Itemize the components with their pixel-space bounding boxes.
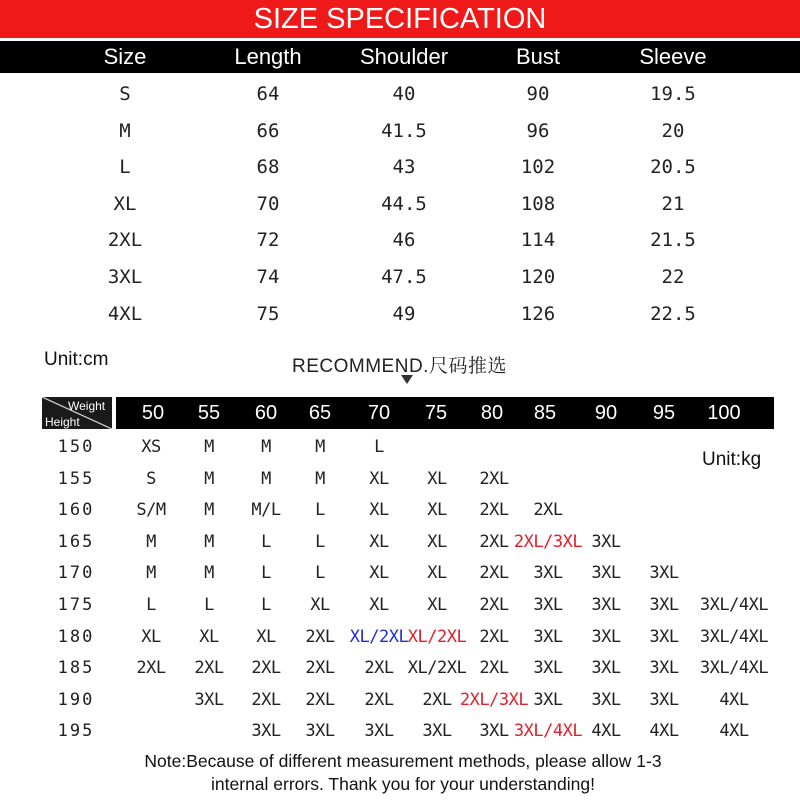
size-cell: S bbox=[119, 83, 131, 105]
size-cell: 44.5 bbox=[381, 192, 427, 215]
size-header-cell: Length bbox=[234, 44, 302, 69]
size-header-cell: Shoulder bbox=[359, 44, 449, 69]
height-cell: 165 bbox=[57, 531, 95, 552]
recommend-cell: L bbox=[261, 595, 271, 615]
recommend-cell: M/L bbox=[251, 500, 281, 521]
recommend-cell: L bbox=[146, 595, 156, 615]
corner-height-label: Height bbox=[45, 415, 80, 429]
recommend-cell: XL bbox=[369, 531, 389, 552]
weight-header-cell: 50 bbox=[141, 402, 165, 424]
recommend-cell: L bbox=[374, 437, 384, 457]
height-cell: 175 bbox=[57, 595, 95, 615]
recommend-cell: 2XL bbox=[364, 658, 394, 679]
height-cell: 180 bbox=[57, 626, 95, 647]
weight-header-cell: 55 bbox=[197, 402, 221, 424]
recommend-cell: 3XL bbox=[422, 721, 452, 742]
recommend-cell: 2XL bbox=[479, 531, 509, 552]
recommend-cell: 2XL bbox=[479, 468, 509, 489]
size-cell: 49 bbox=[392, 302, 416, 325]
recommend-cell: 2XL bbox=[479, 563, 509, 584]
recommend-cell: 3XL bbox=[533, 658, 563, 679]
recommend-cell: L bbox=[261, 563, 271, 584]
height-cell: 160 bbox=[57, 500, 95, 521]
recommend-cell: M bbox=[204, 437, 214, 457]
corner-weight-label: Weight bbox=[68, 399, 106, 413]
recommend-cell: M bbox=[315, 468, 325, 489]
note-line: Note:Because of different measurement methods, please allow 1-3 bbox=[144, 751, 662, 771]
recommend-cell: 2XL bbox=[251, 689, 281, 710]
recommend-cell: 2XL bbox=[251, 658, 281, 679]
recommend-cell: 2XL bbox=[479, 626, 509, 647]
note bbox=[0, 750, 800, 796]
recommend-cell: 2XL bbox=[479, 595, 509, 615]
size-cell: 96 bbox=[526, 119, 550, 142]
size-cell: 4XL bbox=[107, 302, 143, 325]
recommend-cell: XL bbox=[310, 595, 330, 615]
size-cell: 90 bbox=[526, 83, 550, 105]
recommend-label: RECOMMEND.尺码推选 bbox=[292, 356, 507, 377]
recommend-cell: XL bbox=[369, 468, 389, 489]
weight-header-cell: 60 bbox=[254, 402, 278, 424]
size-cell: 70 bbox=[256, 192, 280, 215]
size-cell: 114 bbox=[520, 229, 556, 252]
size-cell: 2XL bbox=[107, 229, 143, 252]
recommend-cell: XL/2XL bbox=[407, 626, 467, 647]
recommend-cell: M bbox=[204, 531, 214, 552]
size-cell: 46 bbox=[392, 229, 416, 252]
recommend-cell: XL bbox=[369, 500, 389, 521]
weight-header-cell: 65 bbox=[308, 402, 332, 424]
recommend-cell: XL bbox=[427, 595, 447, 615]
recommend-cell: 2XL bbox=[305, 626, 335, 647]
recommend-cell: 2XL bbox=[364, 689, 394, 710]
recommend-cell: M bbox=[146, 563, 156, 584]
size-cell: 102 bbox=[520, 156, 556, 179]
recommend-cell: XL bbox=[427, 500, 447, 521]
recommend-cell: XL bbox=[369, 563, 389, 584]
unit-cm-label: Unit:cm bbox=[44, 349, 109, 370]
recommend-cell: L bbox=[315, 531, 325, 552]
size-cell: 74 bbox=[256, 266, 280, 288]
recommend-cell: 3XL bbox=[591, 626, 621, 647]
recommend-cell: 2XL bbox=[479, 500, 509, 521]
recommend-cell: 2XL bbox=[136, 658, 166, 679]
recommend-cell: 3XL/4XL bbox=[699, 658, 769, 679]
recommend-cell: 3XL/4XL bbox=[513, 721, 583, 742]
size-cell: 22 bbox=[661, 266, 685, 288]
recommend-cell: 2XL bbox=[305, 658, 335, 679]
recommend-cell: M bbox=[204, 468, 214, 489]
height-cell: 195 bbox=[57, 721, 95, 742]
recommend-cell: 3XL bbox=[533, 595, 563, 615]
recommend-cell: 3XL bbox=[364, 721, 394, 742]
recommend-cell: XL bbox=[369, 595, 389, 615]
size-cell: 126 bbox=[520, 302, 556, 325]
recommend-cell: XL bbox=[141, 626, 161, 647]
recommend-cell: XS bbox=[141, 437, 161, 457]
weight-header-cell: 70 bbox=[367, 402, 391, 424]
size-header-cell: Bust bbox=[515, 44, 561, 69]
weight-header-cell: 90 bbox=[594, 402, 618, 424]
size-cell: 21 bbox=[661, 192, 685, 215]
recommend-cell: 2XL/3XL bbox=[513, 531, 583, 552]
recommend-cell: 2XL bbox=[479, 658, 509, 679]
recommend-cell: 3XL bbox=[251, 721, 281, 742]
height-cell: 155 bbox=[57, 468, 95, 489]
height-cell: 150 bbox=[57, 437, 95, 457]
down-arrow-icon bbox=[401, 375, 413, 384]
size-cell: 21.5 bbox=[650, 229, 696, 252]
recommend-cell: 3XL bbox=[533, 689, 563, 710]
recommend-cell: L bbox=[204, 595, 214, 615]
size-header-cell: Size bbox=[103, 44, 147, 69]
size-cell: 43 bbox=[392, 156, 416, 179]
recommend-cell: L bbox=[315, 563, 325, 584]
size-cell: 3XL bbox=[107, 266, 143, 288]
recommend-cell: XL/2XL bbox=[349, 626, 409, 647]
recommend-cell: 4XL bbox=[591, 721, 621, 742]
size-table-header bbox=[0, 41, 800, 73]
size-cell: 66 bbox=[256, 119, 280, 142]
size-cell: 41.5 bbox=[381, 119, 427, 142]
size-cell: 19.5 bbox=[650, 83, 696, 105]
recommend-cell: 3XL bbox=[591, 563, 621, 584]
weight-header-cell: 75 bbox=[424, 402, 448, 424]
height-cell: 185 bbox=[57, 658, 95, 679]
recommend-cell: 2XL/3XL bbox=[459, 689, 529, 710]
size-cell: M bbox=[119, 119, 131, 142]
recommend-cell: 3XL bbox=[194, 689, 224, 710]
size-cell: 20 bbox=[661, 119, 685, 142]
recommend-cell: 3XL bbox=[591, 595, 621, 615]
size-cell: 20.5 bbox=[650, 156, 696, 179]
recommend-cell: 4XL bbox=[719, 721, 749, 742]
recommend-cell: 3XL/4XL bbox=[699, 595, 769, 615]
recommend-cell: M bbox=[204, 500, 214, 521]
size-cell: 64 bbox=[256, 83, 280, 105]
size-header-cell: Sleeve bbox=[639, 44, 707, 69]
recommend-cell: 3XL bbox=[533, 626, 563, 647]
recommend-cell: M bbox=[146, 531, 156, 552]
recommend-cell: 3XL bbox=[649, 595, 679, 615]
recommend-cell: XL bbox=[199, 626, 219, 647]
size-cell: 108 bbox=[520, 192, 556, 215]
size-cell: 68 bbox=[256, 156, 280, 179]
recommend-cell: S/M bbox=[136, 500, 166, 521]
recommend-cell: 3XL bbox=[649, 626, 679, 647]
recommend-cell: 4XL bbox=[649, 721, 679, 742]
recommend-cell: M bbox=[315, 437, 325, 457]
recommend-cell: 3XL bbox=[533, 563, 563, 584]
size-cell: XL bbox=[113, 192, 137, 215]
recommend-cell: M bbox=[261, 468, 271, 489]
recommend-cell: L bbox=[261, 531, 271, 552]
size-cell: 47.5 bbox=[381, 266, 427, 288]
size-cell: 120 bbox=[520, 266, 556, 288]
recommend-cell: S bbox=[146, 468, 156, 489]
recommend-cell: XL bbox=[256, 626, 276, 647]
size-cell: 22.5 bbox=[650, 302, 696, 325]
weight-header-cell: 80 bbox=[480, 402, 504, 424]
recommend-cell: 3XL bbox=[649, 689, 679, 710]
recommend-cell: 2XL bbox=[533, 500, 563, 521]
height-cell: 170 bbox=[57, 563, 95, 584]
recommend-cell: 3XL bbox=[591, 531, 621, 552]
page-title: SIZE SPECIFICATION bbox=[0, 0, 800, 38]
unit-kg-label: Unit:kg bbox=[702, 449, 762, 470]
recommend-cell: 3XL bbox=[591, 658, 621, 679]
recommend-cell: 3XL bbox=[591, 689, 621, 710]
recommend-cell: XL/2XL bbox=[407, 658, 467, 679]
weight-header bbox=[116, 397, 774, 429]
recommend-cell: XL bbox=[427, 468, 447, 489]
height-cell: 190 bbox=[57, 689, 95, 710]
recommend-cell: M bbox=[261, 437, 271, 457]
size-cell: L bbox=[119, 156, 131, 179]
recommend-cell: 2XL bbox=[305, 689, 335, 710]
recommend-cell: 2XL bbox=[422, 689, 452, 710]
recommend-cell: 3XL bbox=[649, 658, 679, 679]
recommend-cell: 4XL bbox=[719, 689, 749, 710]
weight-header-cell: 85 bbox=[533, 402, 557, 424]
recommend-cell: 3XL bbox=[305, 721, 335, 742]
recommend-cell: 3XL bbox=[649, 563, 679, 584]
recommend-cell: XL bbox=[427, 531, 447, 552]
size-cell: 72 bbox=[256, 229, 280, 252]
size-cell: 75 bbox=[256, 302, 280, 325]
recommend-cell: 3XL bbox=[479, 721, 509, 742]
weight-header-cell: 100 bbox=[707, 402, 741, 424]
weight-header-cell: 95 bbox=[652, 402, 676, 424]
recommend-cell: M bbox=[204, 563, 214, 584]
recommend-cell: 2XL bbox=[194, 658, 224, 679]
size-cell: 40 bbox=[392, 83, 416, 105]
note-line: internal errors. Thank you for your understanding! bbox=[211, 774, 595, 794]
recommend-cell: XL bbox=[427, 563, 447, 584]
recommend-cell: 3XL/4XL bbox=[699, 626, 769, 647]
recommend-cell: L bbox=[315, 500, 325, 521]
